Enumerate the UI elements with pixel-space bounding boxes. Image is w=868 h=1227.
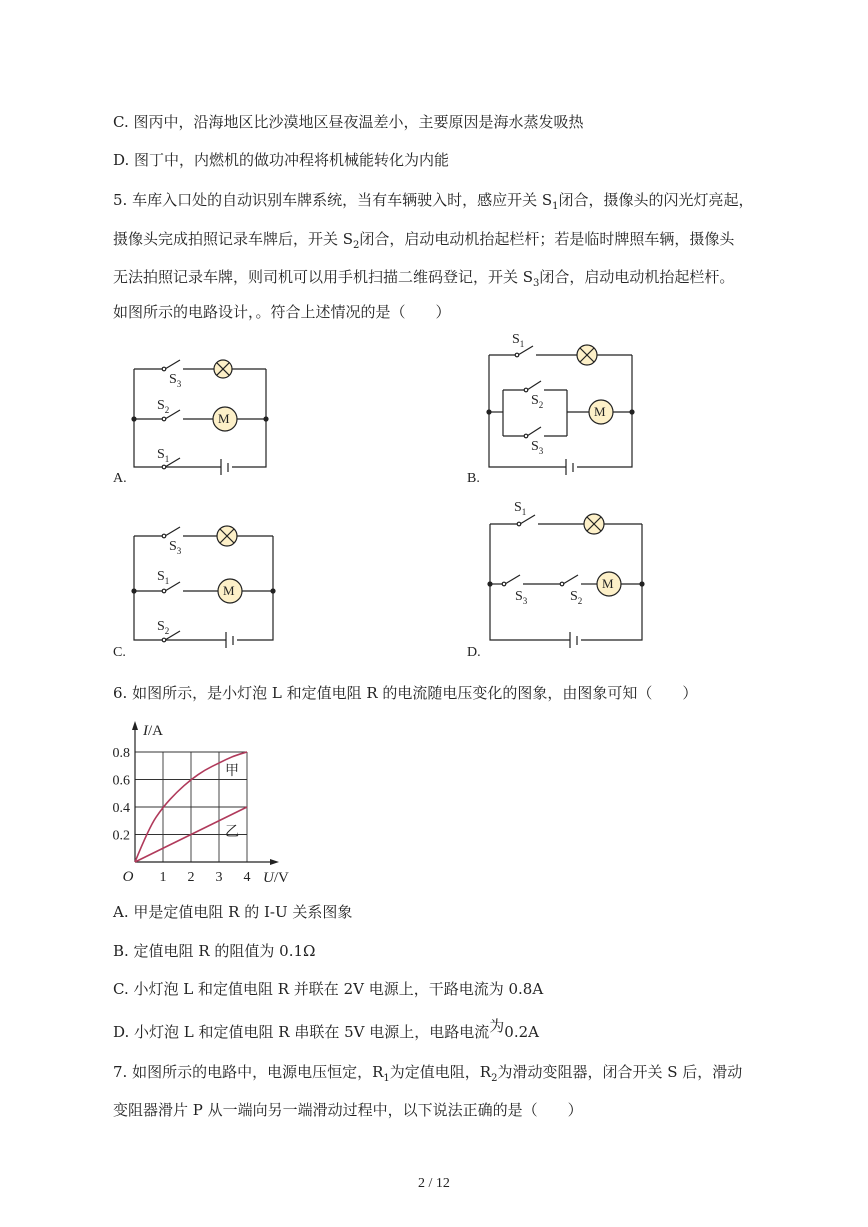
switch-label-s1: $S_1$ <box>157 569 170 586</box>
y-axis-arrow <box>132 721 138 730</box>
switch-label-s2: $S_2$ <box>157 398 170 415</box>
y-tick-label: 0.8 <box>112 746 130 761</box>
switch-label-s3: $S_3$ <box>531 439 544 456</box>
question-5-line-2: 摄像头完成拍照记录车牌后，开关 $S_2$闭合，启动电动机抬起栏杆；若是临时牌照车辆，摄像头 <box>113 230 735 251</box>
x-tick-label: 4 <box>243 870 251 885</box>
question-6-option-c: C. 小灯泡 L 和定值电阻 R 并联在 2V 电源上，干路电流为 0.8A <box>113 980 544 998</box>
question-6-text: 6. 如图所示，是小灯泡 L 和定值电阻 R 的电流随电压变化的图象，由图象可知（ ） <box>113 684 698 702</box>
motor-label: M <box>602 576 614 591</box>
question-6-option-a: A. 甲是定值电阻 R 的 I-U 关系图象 <box>113 903 353 921</box>
switch-label-s2: $S_2$ <box>531 393 544 410</box>
switch-label-s3: $S_3$ <box>169 372 182 389</box>
switch-label-s1: $S_1$ <box>514 500 527 517</box>
option-c-text: C. 图丙中，沿海地区比沙漠地区昼夜温差小，主要原因是海水蒸发吸热 <box>113 113 584 131</box>
x-axis-arrow <box>270 859 279 865</box>
origin-label: O <box>122 869 134 885</box>
question-7-line-1: 7. 如图所示的电路中，电源电压恒定，$R_1$为定值电阻，$R_2$为滑动变阻器，闭合开关 S 后，滑动 <box>113 1063 743 1084</box>
switch-label-s1: $S_1$ <box>157 447 170 464</box>
option-b-label: B. <box>467 471 480 486</box>
series-label: 乙 <box>225 825 239 840</box>
switch-label-s3: $S_3$ <box>515 589 528 606</box>
y-axis-label: I/A <box>143 723 163 739</box>
switch-label-s2: $S_2$ <box>570 589 583 606</box>
switch-label-s2: $S_2$ <box>157 619 170 636</box>
x-tick-label: 1 <box>159 870 167 885</box>
question-5-line-4: 如图所示的电路设计，。符合上述情况的是（ ） <box>113 303 451 321</box>
motor-label: M <box>223 583 235 598</box>
x-axis-label: U/V <box>263 870 289 886</box>
option-a-label: A. <box>113 471 127 486</box>
question-5-line-1: 5. 车库入口处的自动识别车牌系统，当有车辆驶入时，感应开关 $S_1$闭合，摄像头的闪光灯亮起， <box>113 191 754 212</box>
option-d-text: D. 图丁中，内燃机的做功冲程将机械能转化为内能 <box>113 151 450 169</box>
switch-label-s3: $S_3$ <box>169 539 182 556</box>
question-7-line-2: 变阻器滑片 P 从一端向另一端滑动过程中，以下说法正确的是（ ） <box>113 1101 583 1119</box>
motor-label: M <box>594 404 606 419</box>
question-6-option-b: B. 定值电阻 R 的阻值为 0.1Ω <box>113 942 316 960</box>
motor-label: M <box>218 411 230 426</box>
y-tick-label: 0.6 <box>112 773 130 789</box>
switch-label-s1: $S_1$ <box>512 332 525 349</box>
question-6-option-d: D. 小灯泡 L 和定值电阻 R 串联在 5V 电源上，电路电流为0.2A <box>113 1017 539 1041</box>
x-tick-label: 2 <box>187 870 195 885</box>
page-number: 2 / 12 <box>418 1176 450 1191</box>
series-label: 甲 <box>225 764 239 779</box>
question-5-line-3: 无法拍照记录车牌，则司机可以用手机扫描二维码登记，开关 $S_3$闭合，启动电动机抬起栏杆。 <box>113 268 735 289</box>
y-tick-label: 0.4 <box>112 801 130 816</box>
option-c-label: C. <box>113 645 126 660</box>
option-d-label: D. <box>467 645 481 660</box>
x-tick-label: 3 <box>215 870 223 885</box>
y-tick-label: 0.2 <box>112 828 130 844</box>
